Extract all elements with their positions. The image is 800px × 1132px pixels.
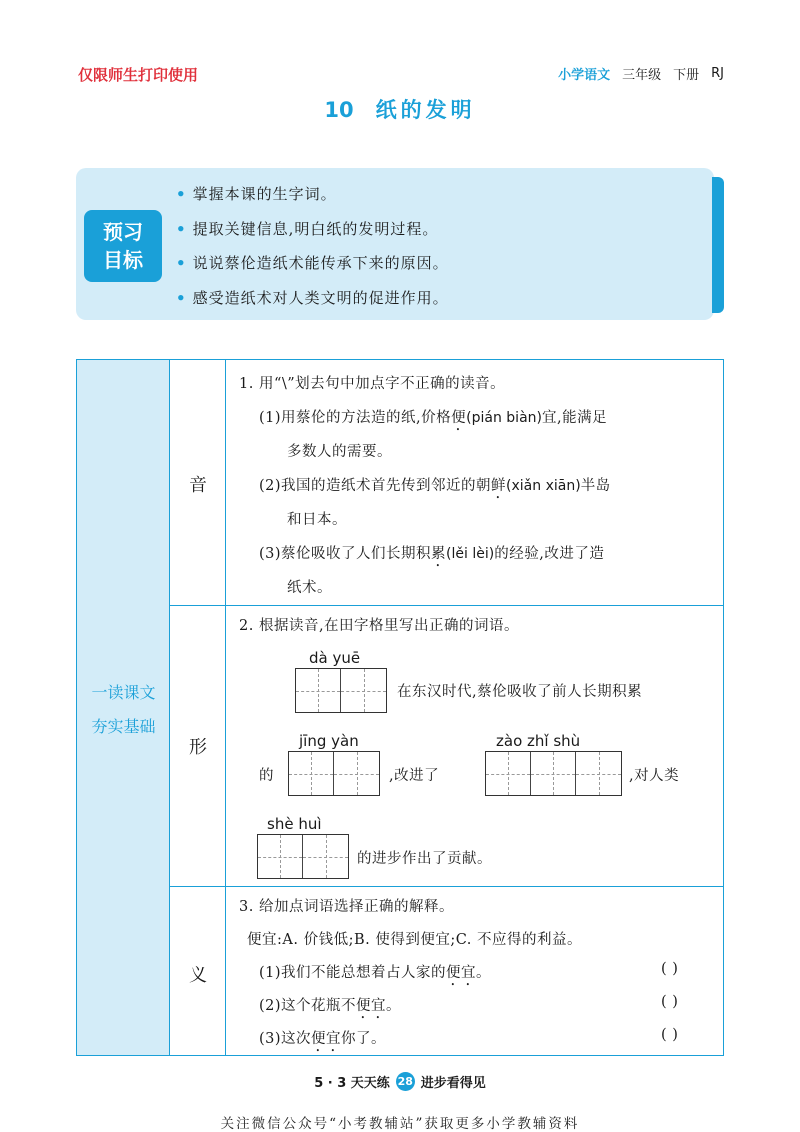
- lesson-name: 纸的发明: [375, 98, 476, 122]
- goal-list: [176, 180, 449, 318]
- tianzige-shehui[interactable]: [257, 834, 349, 879]
- bullet-icon: •: [176, 185, 187, 203]
- answer-paren-1[interactable]: ( ): [661, 961, 679, 977]
- q2-text-4: 的进步作出了贡献。: [357, 851, 492, 867]
- badge-line-1: 预习: [103, 220, 143, 244]
- badge-line-2: 目标: [103, 248, 143, 272]
- category-column: [170, 360, 226, 1055]
- pinyin-shehui: shè huì: [267, 815, 322, 833]
- grade-label: 三年级: [622, 68, 662, 83]
- footer-series: 5 · 3 天天练: [314, 1076, 390, 1091]
- q3-sentence-2: (2)这个花瓶不便宜。: [259, 998, 402, 1014]
- bottom-note: 关注微信公众号“小考教辅站”获取更多小学教辅资料: [220, 1116, 580, 1132]
- footer-slogan: 进步看得见: [420, 1076, 486, 1091]
- row-divider: [170, 605, 723, 606]
- goal-item: • 说说蔡伦造纸术能传承下来的原因。: [176, 254, 449, 272]
- q1-sentence-3: (3)蔡伦吸收了人们长期积累(lěi lèi)的经验,改进了造: [259, 546, 605, 562]
- preview-goals-badge: [84, 210, 162, 282]
- pinyin-zaozhishu: zào zhǐ shù: [496, 732, 581, 750]
- goals-panel-tab: [712, 177, 724, 313]
- q1-sentence-2: (2)我国的造纸术首先传到邻近的朝鲜(xiǎn xiān)半岛: [259, 478, 611, 494]
- goal-item: • 感受造纸术对人类文明的促进作用。: [176, 288, 449, 307]
- answer-paren-2[interactable]: ( ): [661, 994, 679, 1010]
- page-number: 28: [396, 1072, 415, 1091]
- q2-text-3: ,对人类: [629, 768, 680, 784]
- q2-de: 的: [259, 768, 274, 784]
- page-footer: [0, 1072, 800, 1091]
- q3-sentence-1: (1)我们不能总想着占人家的便宜。: [259, 965, 492, 981]
- q1-prompt: 1. 用“\”划去句中加点字不正确的读音。: [239, 376, 506, 392]
- answer-paren-3[interactable]: ( ): [661, 1027, 679, 1043]
- volume-label: 下册: [673, 68, 700, 83]
- tianzige-jingyan[interactable]: [288, 751, 380, 796]
- label-sound: 音: [189, 475, 207, 496]
- goal-item: • 掌握本课的生字词。: [176, 185, 337, 203]
- book-info: [558, 64, 724, 83]
- label-meaning: 义: [189, 965, 207, 986]
- tianzige-dayue[interactable]: [295, 668, 387, 713]
- bullet-icon: •: [176, 288, 187, 307]
- q2-text-1: 在东汉时代,蔡伦吸收了前人长期积累: [397, 684, 643, 700]
- print-restriction-note: 仅限师生打印使用: [78, 66, 199, 84]
- subject-label: 小学语文: [558, 68, 611, 83]
- pinyin-dayue: dà yuē: [309, 649, 361, 667]
- q1-sentence-1: (1)用蔡伦的方法造的纸,价格便(pián biàn)宜,能满足: [259, 410, 608, 426]
- q3-prompt: 3. 给加点词语选择正确的解释。: [239, 899, 454, 915]
- goal-item: • 提取关键信息,明白纸的发明过程。: [176, 219, 439, 238]
- q3-options: 便宜:A. 价钱低;B. 使得到便宜;C. 不应得的利益。: [247, 932, 583, 948]
- pinyin-jingyan: jīng yàn: [299, 732, 359, 750]
- q1-sentence-1-cont: 多数人的需要。: [287, 444, 392, 460]
- q2-prompt: 2. 根据读音,在田字格里写出正确的词语。: [239, 618, 520, 634]
- edition-label: RJ: [711, 66, 724, 81]
- section-title: 一读课文 夯实基础: [91, 683, 156, 736]
- tianzige-zaozhishu[interactable]: [485, 751, 622, 796]
- exercise-table: [76, 359, 724, 1056]
- lesson-number: 10: [324, 98, 354, 122]
- q3-sentence-3: (3)这次便宜你了。: [259, 1031, 387, 1047]
- bullet-icon: •: [176, 219, 187, 238]
- q2-text-2: ,改进了: [389, 768, 440, 784]
- section-column: [77, 360, 170, 1055]
- q1-sentence-3-cont: 纸术。: [287, 580, 332, 596]
- row-divider: [170, 886, 723, 887]
- bullet-icon: •: [176, 254, 187, 272]
- label-form: 形: [189, 737, 207, 758]
- lesson-title: [0, 94, 800, 124]
- q1-sentence-2-cont: 和日本。: [287, 512, 347, 528]
